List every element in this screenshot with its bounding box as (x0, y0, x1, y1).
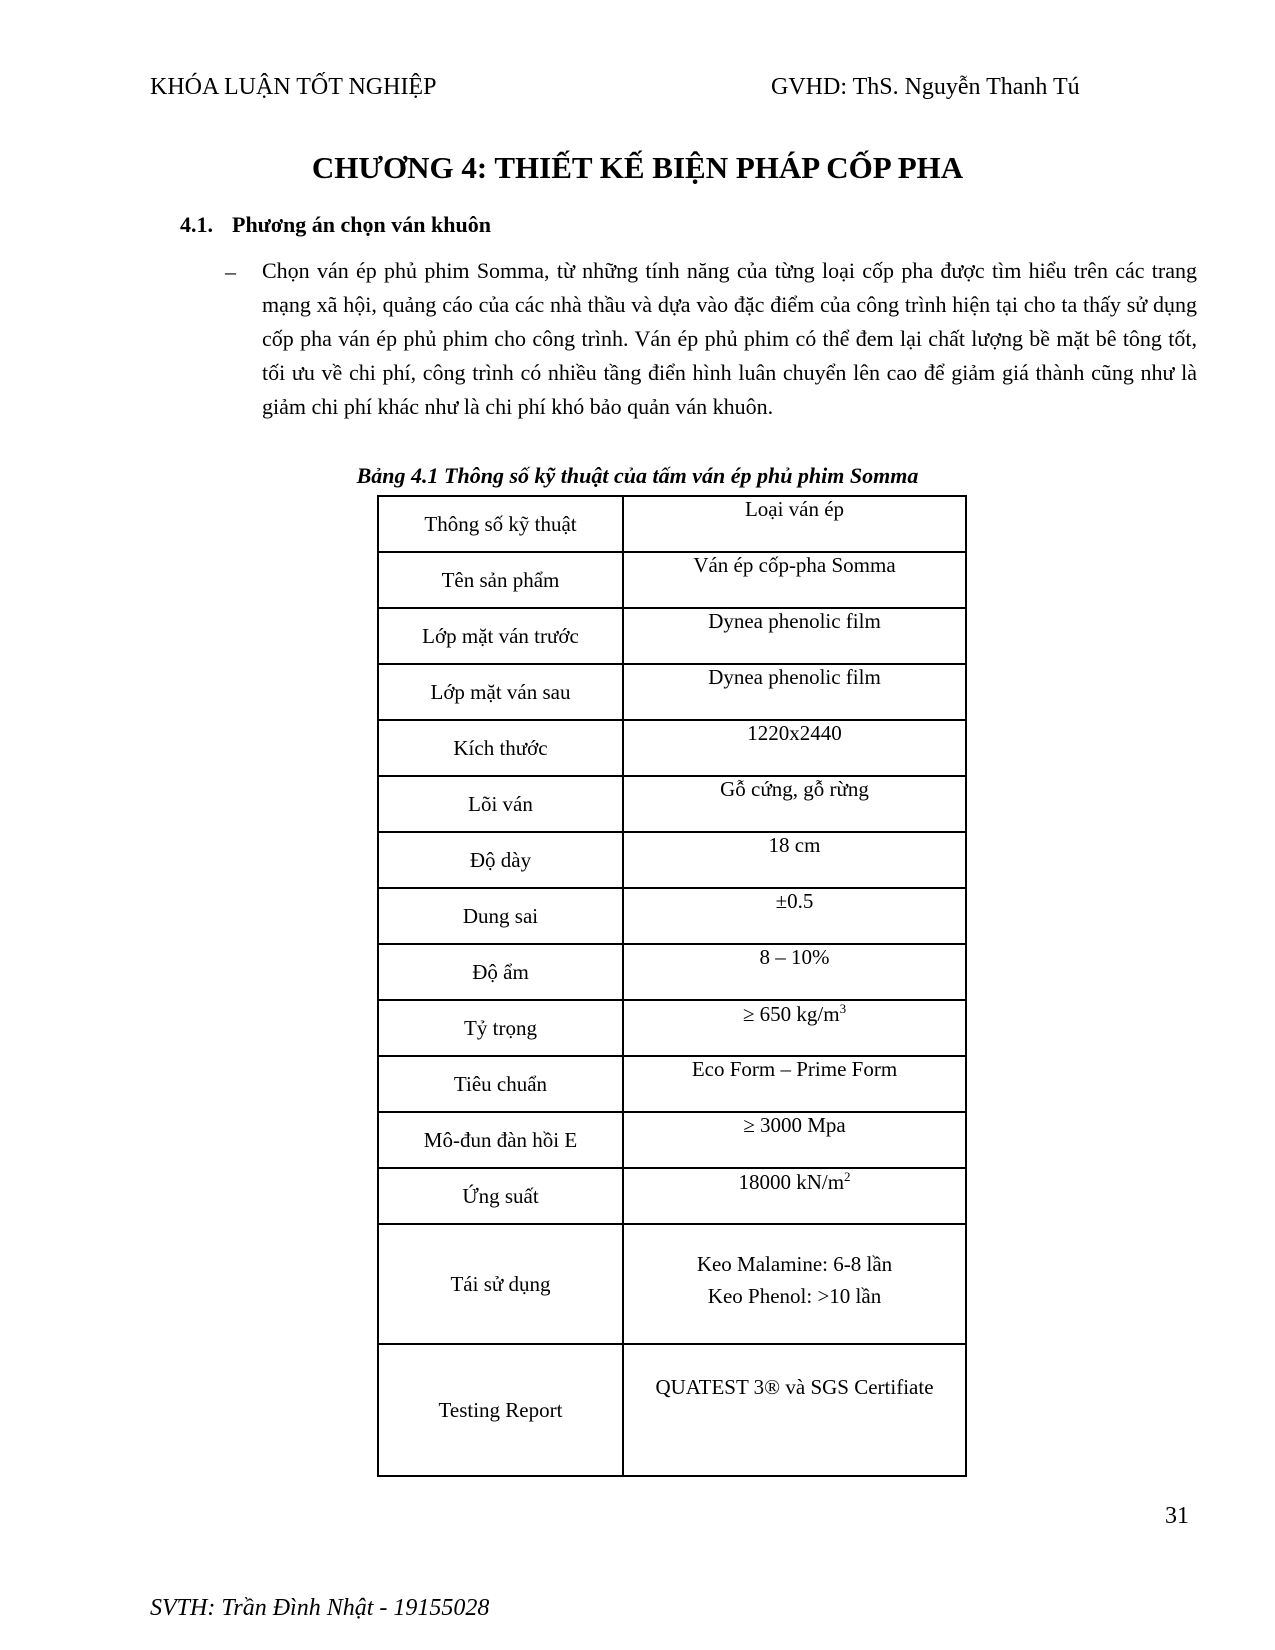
row-value (623, 1224, 966, 1344)
row-label: Tỷ trọng (378, 1000, 623, 1056)
row-value (623, 1168, 966, 1224)
table-row (378, 776, 966, 832)
table-row (378, 944, 966, 1000)
row-value: Dynea phenolic film (623, 664, 966, 720)
row-label: Tái sử dụng (378, 1224, 623, 1344)
row-label: Dung sai (378, 888, 623, 944)
table-row (378, 888, 966, 944)
table-row (378, 664, 966, 720)
body-paragraph: Chọn ván ép phủ phim Somma, từ những tính năng của từng loại cốp pha được tìm hiểu trên các trang mạng xã hội, quảng cáo của các nhà thầu và dựa vào đặc điểm của công trình hiện tại cho ta thấy sử dụng cốp pha ván ép phủ phim cho công trình. Ván ép phủ phim có thể đem lại chất lượng bề mặt bê tông tốt, tối ưu về chi phí, công trình có nhiều tầng điển hình luân chuyển lên cao để giảm giá thành cũng như là giảm chi phí khác như là chi phí khó bảo quản ván khuôn. (262, 258, 1197, 419)
spec-table (377, 495, 967, 1477)
header-right: GVHD: ThS. Nguyễn Thanh Tú (771, 74, 1080, 100)
row-label: Mô-đun đàn hồi E (378, 1112, 623, 1168)
row-label: Tiêu chuẩn (378, 1056, 623, 1112)
row-value: 8 – 10% (623, 944, 966, 1000)
row-value: 18 cm (623, 832, 966, 888)
table-row (378, 1112, 966, 1168)
row-label: Lõi ván (378, 776, 623, 832)
row-value: 1220x2440 (623, 720, 966, 776)
row-value: ≥ 3000 Mpa (623, 1112, 966, 1168)
row-label: Lớp mặt ván trước (378, 608, 623, 664)
chapter-title: CHƯƠNG 4: THIẾT KẾ BIỆN PHÁP CỐP PHA (311, 150, 964, 185)
row-value: Dynea phenolic film (623, 608, 966, 664)
row-value: QUATEST 3® và SGS Certifiate (623, 1344, 966, 1476)
table-row (378, 832, 966, 888)
table-row (378, 608, 966, 664)
footer-author: SVTH: Trần Đình Nhật - 19155028 (150, 1595, 490, 1621)
table-row (378, 552, 966, 608)
section-number: 4.1. (180, 212, 213, 237)
table-row (378, 1344, 966, 1476)
page-number: 31 (1165, 1503, 1189, 1529)
row-label: Kích thước (378, 720, 623, 776)
row-label: Testing Report (378, 1344, 623, 1476)
density-value: ≥ 650 kg/m (742, 1002, 840, 1026)
row-label: Ứng suất (378, 1168, 623, 1224)
row-value (623, 1000, 966, 1056)
section-title: Phương án chọn ván khuôn (232, 212, 491, 237)
table-caption: Bảng 4.1 Thông số kỹ thuật của tấm ván ép phủ phim Somma (356, 463, 919, 488)
reuse-line-1: Keo Malamine: 6-8 lần (696, 1252, 893, 1276)
stress-superscript: 2 (844, 1169, 851, 1184)
table-header-label: Thông số kỹ thuật (378, 496, 623, 552)
row-label: Tên sản phẩm (378, 552, 623, 608)
row-label: Lớp mặt ván sau (378, 664, 623, 720)
row-label: Độ ẩm (378, 944, 623, 1000)
table-row (378, 1056, 966, 1112)
bullet-dash: – (225, 259, 236, 284)
density-superscript: 3 (839, 1001, 847, 1016)
row-value: Ván ép cốp-pha Somma (623, 552, 966, 608)
table-row (378, 1168, 966, 1224)
reuse-line-2: Keo Phenol: >10 lần (707, 1284, 882, 1308)
stress-value: 18000 kN/m (738, 1170, 845, 1194)
section-heading (180, 212, 491, 238)
header-left: KHÓA LUẬN TỐT NGHIỆP (150, 74, 437, 100)
table-row (378, 1000, 966, 1056)
table-header-row (378, 496, 966, 552)
table-header-value: Loại ván ép (623, 496, 966, 552)
row-value: ±0.5 (623, 888, 966, 944)
table-row (378, 720, 966, 776)
table-row (378, 1224, 966, 1344)
row-value: Gỗ cứng, gỗ rừng (623, 776, 966, 832)
row-label: Độ dày (378, 832, 623, 888)
row-value: Eco Form – Prime Form (623, 1056, 966, 1112)
